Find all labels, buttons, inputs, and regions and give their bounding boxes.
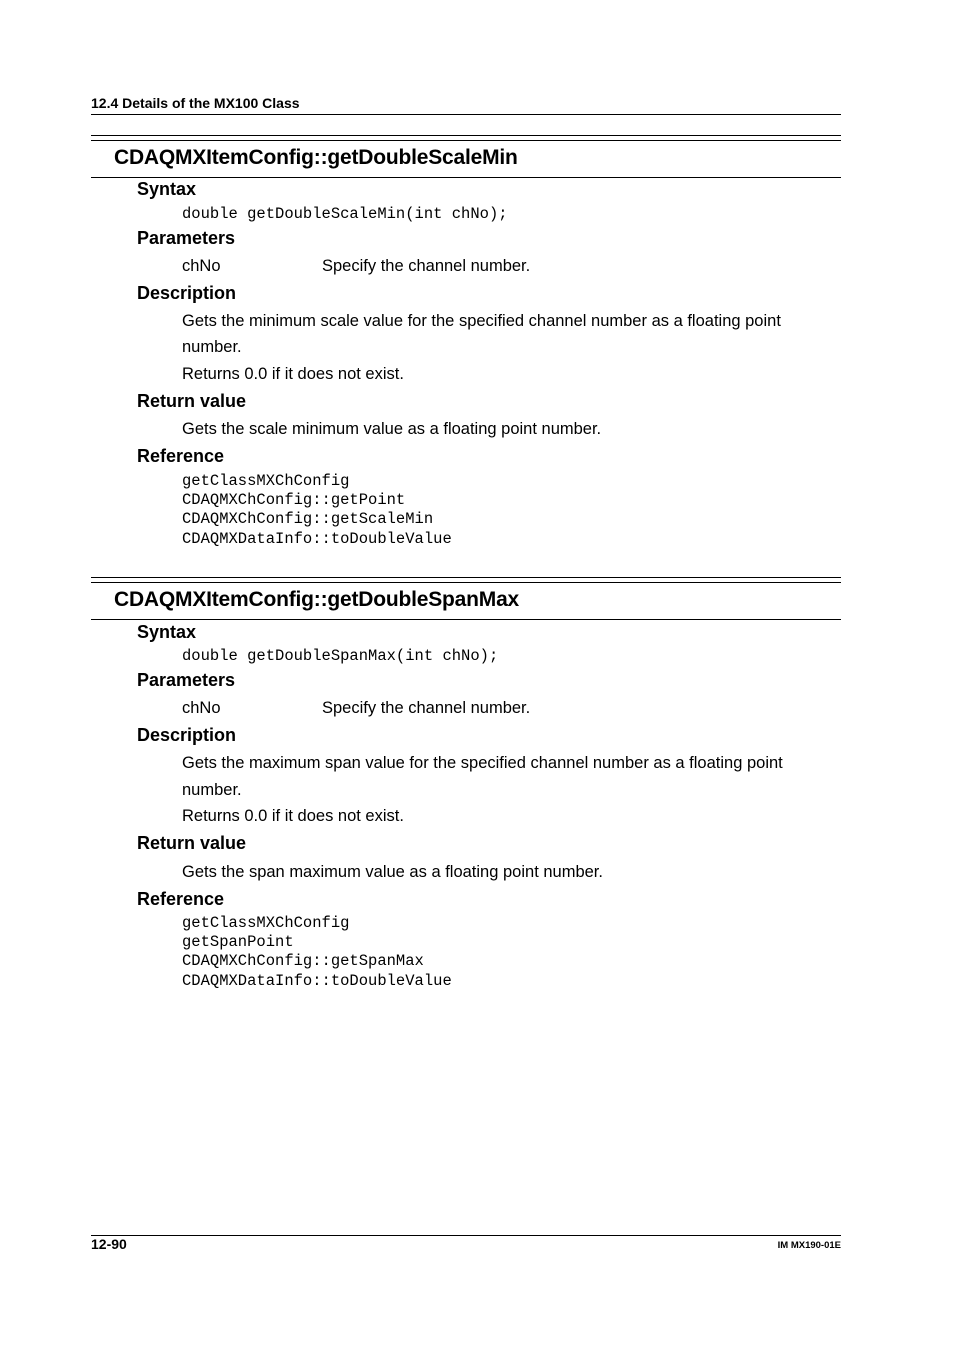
page-number: 12-90 (91, 1236, 127, 1252)
description-heading: Description (137, 725, 237, 745)
reference-item: getClassMXChConfig (182, 914, 350, 932)
reference-item: CDAQMXChConfig::getPoint (182, 491, 406, 509)
description-line: Gets the maximum span value for the specified channel number as a floating point (182, 754, 783, 772)
return-value-heading: Return value (137, 833, 247, 853)
param-name: chNo (182, 699, 221, 717)
reference-item: CDAQMXDataInfo::toDoubleValue (182, 972, 452, 990)
section-rule-top (91, 577, 841, 578)
return-value-text: Gets the scale minimum value as a floating point number. (182, 420, 602, 438)
param-description: Specify the channel number. (322, 699, 531, 717)
section-title: CDAQMXItemConfig::getDoubleSpanMax (114, 588, 520, 611)
return-value-text: Gets the span maximum value as a floating point number. (182, 863, 603, 881)
description-heading: Description (137, 283, 237, 303)
section-rule-top-inner (91, 140, 841, 141)
syntax-code: double getDoubleSpanMax(int chNo); (182, 647, 499, 665)
description-line: number. (182, 338, 242, 356)
footer-rule (91, 1235, 841, 1236)
header-rule (91, 114, 841, 115)
syntax-code: double getDoubleScaleMin(int chNo); (182, 205, 508, 223)
parameters-heading: Parameters (137, 670, 236, 690)
section-rule-top-inner (91, 582, 841, 583)
param-description: Specify the channel number. (322, 257, 531, 275)
parameters-heading: Parameters (137, 228, 236, 248)
reference-item: CDAQMXChConfig::getScaleMin (182, 510, 434, 528)
section-rule-bottom (91, 619, 841, 620)
reference-item: CDAQMXChConfig::getSpanMax (182, 952, 424, 970)
param-name: chNo (182, 257, 221, 275)
reference-item: getClassMXChConfig (182, 472, 350, 490)
section-title: CDAQMXItemConfig::getDoubleScaleMin (114, 146, 518, 169)
description-line: Returns 0.0 if it does not exist. (182, 365, 404, 383)
reference-heading: Reference (137, 889, 225, 909)
description-line: number. (182, 781, 242, 799)
description-line: Gets the minimum scale value for the specified channel number as a floating point (182, 312, 781, 330)
section-rule-top (91, 135, 841, 136)
syntax-heading: Syntax (137, 179, 197, 199)
description-line: Returns 0.0 if it does not exist. (182, 807, 404, 825)
reference-item: CDAQMXDataInfo::toDoubleValue (182, 530, 452, 548)
section-rule-bottom (91, 177, 841, 178)
document-id: IM MX190-01E (777, 1240, 841, 1251)
reference-heading: Reference (137, 446, 225, 466)
running-header: 12.4 Details of the MX100 Class (91, 95, 300, 111)
syntax-heading: Syntax (137, 622, 197, 642)
return-value-heading: Return value (137, 391, 247, 411)
reference-item: getSpanPoint (182, 933, 294, 951)
